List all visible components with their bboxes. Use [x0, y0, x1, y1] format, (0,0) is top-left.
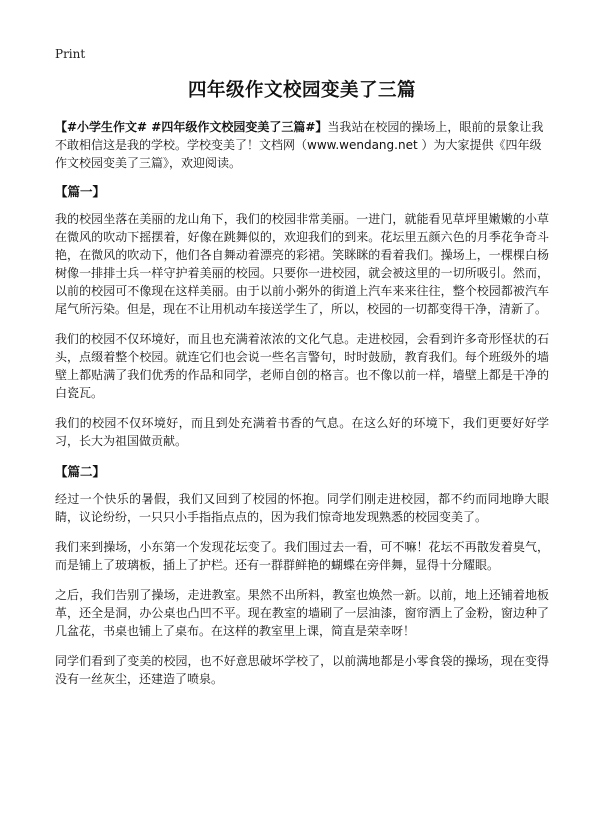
intro-paragraph	[55, 118, 549, 172]
section-1-paragraph-1: 我的校园坐落在美丽的龙山角下，我们的校园非常美丽。一进门，就能看见草坪里嫩嫩的小草在微风的吹动下摇摆着，好像在跳舞似的，欢迎我们的到来。花坛里五颜六色的月季花争奇斗艳，在微风的吹动下，他们各自舞动着漂亮的彩裙。笑眯眯的看着我们。操场上，一棵棵白杨树像一排排士兵一样守护着美丽的校园。只要你一进校园，就会被这里的一切所吸引。然而，以前的校园可不像现在这样美丽。由于以前小粥外的街道上汽车来来往往，整个校园都被汽车尾气所污染。但是，现在不让用机动车接送学生了，所以，校园的一切都变得干净，清新了。	[55, 212, 549, 316]
document-body	[55, 78, 549, 700]
page-title: 四年级作文校园变美了三篇	[187, 80, 416, 101]
intro-tag: 【#小学生作文# #四年级作文校园变美了三篇#】	[55, 120, 328, 134]
section-2-paragraph-2: 我们来到操场，小东第一个发现花坛变了。我们围过去一看，可不嘛！花坛不再散发着臭气，而是铺上了玻璃板，插上了护栏。还有一群群鲜艳的蝴蝶在旁伴舞，显得十分耀眼。	[55, 540, 549, 572]
section-heading-1: 【篇一】	[55, 184, 106, 199]
section-2-paragraph-4: 同学们看到了变美的校园，也不好意思破坏学校了，以前满地都是小零食袋的操场，现在变得没有一丝灰尘，还建造了喷泉。	[55, 654, 549, 686]
section-1-paragraph-2: 我们的校园不仅环境好，而且也充满着浓浓的文化气息。走进校园，会看到许多奇形怪状的石头，点缀着整个校园。就连它们也会说一些名言警句，时时鼓励，教育我们。每个班级外的墙壁上都贴满了我们优秀的作品和同学，老师自创的格言。也不像以前一样，墙壁上都是干净的白瓷瓦。	[55, 332, 549, 400]
section-2-paragraph-1: 经过一个快乐的暑假，我们又回到了校园的怀抱。同学们刚走进校园，都不约而同地睁大眼睛，议论纷纷，一只只小手指指点点的，因为我们惊奇地发现熟悉的校园变美了。	[55, 492, 549, 524]
section-1-paragraph-3: 我们的校园不仅环境好，而且到处充满着书香的气息。在这么好的环境下，我们更要好好学习，长大为祖国做贡献。	[55, 416, 549, 448]
section-2-paragraph-3: 之后，我们告别了操场，走进教室。果然不出所料，教室也焕然一新。以前，地上还铺着地板革，还全是洞，办公桌也凸凹不平。现在教室的墙刷了一层油漆，窗帘洒上了金粉，窗边种了几盆花，书桌也铺上了桌布。在这样的教室里上课，简直是荣幸呀！	[55, 588, 549, 638]
print-link[interactable]: Print	[55, 47, 86, 61]
intro-text: 当我站在校园的操场上，眼前的景象让我不敢相信这是我的学校。学校变美了！文档网（www.wendang.net ）为大家提供《四年级作文校园变美了三篇》，欢迎阅读。	[55, 120, 544, 170]
section-heading-2: 【篇二】	[55, 464, 106, 479]
